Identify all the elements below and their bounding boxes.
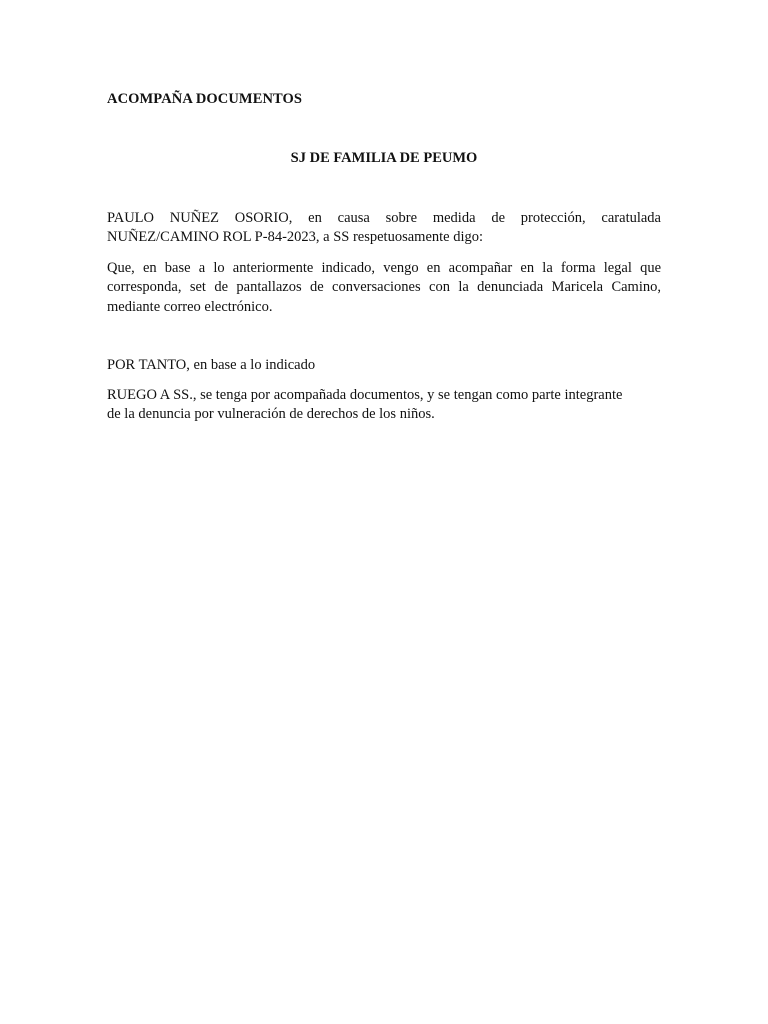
body-paragraph: Que, en base a lo anteriormente indicado, vengo en acompañar en la forma legal que corresponda, set de pantallazos de conversaciones con la denunciada Maricela Camino, mediante correo electrónico. xyxy=(107,260,661,315)
document-title: ACOMPAÑA DOCUMENTOS xyxy=(107,91,303,107)
ruego-line-1: RUEGO A SS., se tenga por acompañada documentos, y se tengan como parte integrante xyxy=(107,387,623,403)
court-heading: SJ DE FAMILIA DE PEUMO xyxy=(290,150,478,166)
intro-paragraph: PAULO NUÑEZ OSORIO, en causa sobre medida de protección, caratulada NUÑEZ/CAMINO ROL P-84-2023, a SS respetuosamente digo: xyxy=(107,210,661,246)
por-tanto-paragraph: POR TANTO, en base a lo indicado xyxy=(107,357,316,373)
ruego-line-2: de la denuncia por vulneración de derechos de los niños. xyxy=(107,406,435,423)
ruego-paragraph xyxy=(107,386,652,425)
